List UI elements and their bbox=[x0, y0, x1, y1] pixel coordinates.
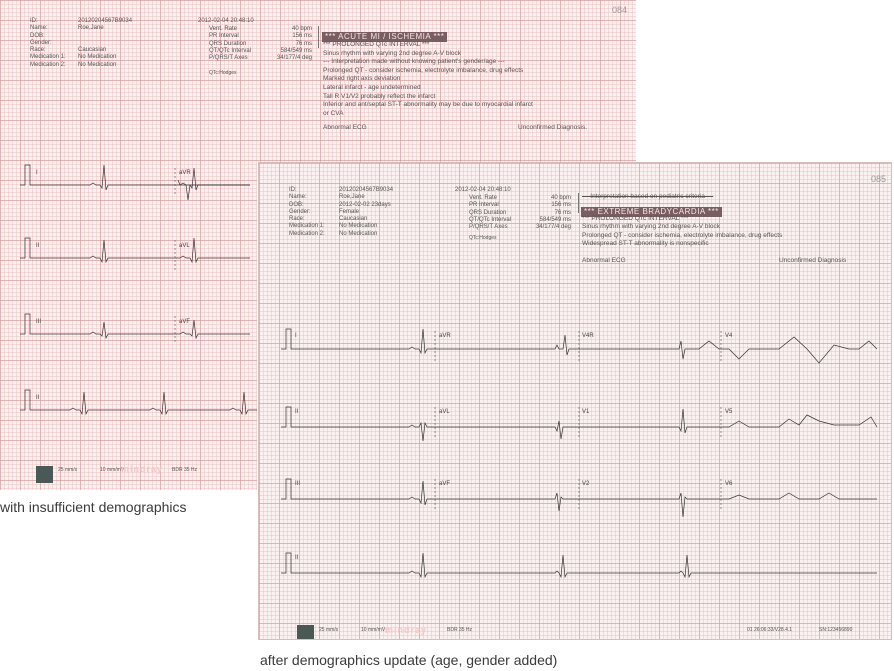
trace-lead-II bbox=[20, 238, 250, 262]
acquisition-datetime: 2012-02-04 20:48:10 bbox=[455, 187, 511, 193]
lead-label-aVR: aVR bbox=[439, 333, 451, 339]
lead-label-III: III bbox=[36, 319, 42, 325]
unconfirmed-label: Unconfirmed Diagnosis. bbox=[518, 124, 588, 131]
lead-label-aVR: aVR bbox=[179, 170, 191, 176]
brand-logo: mindray bbox=[385, 625, 428, 635]
lead-label-V4: V4 bbox=[725, 333, 733, 339]
qtc-formula: QTc:Hodges bbox=[469, 235, 497, 241]
measurement-values: 40 bpm 156 ms 76 ms 584/549 ms 34/177/4 deg bbox=[535, 195, 571, 231]
paper-speed: 25 mm/s bbox=[58, 467, 78, 473]
serial-number: SN:123456890 bbox=[819, 627, 853, 633]
lead-label-III: III bbox=[295, 481, 301, 487]
device-version: 01 26:06:33/V28.4.1 bbox=[747, 627, 793, 633]
patient-labels: ID: Name: DOB: Gender: Race: Medication 1: Medication 2: bbox=[30, 18, 66, 68]
ecg-waveform bbox=[259, 163, 892, 640]
qtc-formula: QTc:Hodges bbox=[209, 70, 237, 76]
gain: 10 mm/mV bbox=[100, 467, 125, 473]
lead-label-I: I bbox=[36, 170, 38, 176]
patient-labels: ID: Name: DOB: Gender: Race: Medication 1: Medication 2: bbox=[289, 187, 325, 237]
measurement-values: 40 bpm 156 ms 76 ms 584/549 ms 34/177/4 deg bbox=[276, 26, 312, 62]
trace-rhythm bbox=[281, 553, 877, 577]
patient-values: 20120204567B9034 Roe,Jane 2012-02-02 23days Female Caucasian No Medication No Medication bbox=[339, 187, 394, 237]
interpretation-headline: *** EXTREME BRADYCARDIA *** bbox=[581, 201, 722, 219]
corner-marker bbox=[36, 466, 53, 483]
lead-label-rhythm-II: II bbox=[36, 395, 40, 401]
brand-logo: mindray bbox=[121, 464, 164, 474]
patient-values: 20120204567B9034 Roe,Jane Caucasian No Medication No Medication bbox=[78, 18, 133, 68]
measurement-labels: Vent. Rate PR Interval QRS Duration QT/QTc Interval P/QRS/T Axes bbox=[209, 26, 252, 62]
pediatric-note: --- Interpretation based on pediatric criteria --- bbox=[582, 193, 714, 200]
lead-label-aVL: aVL bbox=[179, 243, 190, 249]
lead-label-II: II bbox=[295, 409, 299, 415]
lead-label-aVL: aVL bbox=[439, 409, 450, 415]
trace-lead-aVR bbox=[178, 180, 250, 200]
lead-label-aVF: aVF bbox=[179, 319, 191, 325]
unconfirmed-label: Unconfirmed Diagnosis bbox=[779, 257, 847, 264]
corner-marker bbox=[297, 625, 314, 640]
lead-label-rhythm-II: II bbox=[295, 555, 299, 561]
lead-label-I: I bbox=[295, 333, 297, 339]
gain: 10 mm/mV bbox=[361, 627, 386, 633]
acquisition-datetime: 2012-02-04 20:48:10 bbox=[198, 18, 254, 24]
interpretation-text: *** PROLONGED QTc INTERVAL *** Sinus rhythm with varying 2nd degree A-V block Prolonged QT - consider ischemia, electrolyte imbalance, drug effects Widespread ST-T abnormality is nonspecific bbox=[582, 215, 783, 248]
interpretation-text: *** PROLONGED QTc INTERVAL *** Sinus rhythm with varying 2nd degree A-V block --- Interpretation made without knowing patient's gender/age --- Prolonged QT - consider ischemia, electrolyte imbalance, drug effects Marked right axis deviation Lateral infarct - age undetermined Tall R V1/V2 probably reflect the infarct Inferior and ant/septal ST-T abnormality may be due to myocardial infarct or CVA bbox=[323, 41, 533, 117]
page-number: 085 bbox=[871, 174, 887, 184]
caption-before: with insufficient demographics bbox=[0, 499, 187, 515]
page-number: 084 bbox=[612, 5, 628, 15]
lead-label-II: II bbox=[36, 243, 40, 249]
trace-lead-I bbox=[20, 165, 250, 190]
trace-row-1 bbox=[281, 329, 877, 363]
interpretation-headline: *** ACUTE MI / ISCHEMIA *** bbox=[322, 26, 447, 44]
lead-label-V2: V2 bbox=[582, 481, 590, 487]
ecg-report-after bbox=[258, 162, 892, 640]
abnormal-ecg-label: Abnormal ECG bbox=[323, 124, 367, 131]
lead-label-V5: V5 bbox=[725, 409, 733, 415]
filter: BDR 35 Hz bbox=[447, 627, 473, 633]
paper-speed: 25 mm/s bbox=[319, 627, 339, 633]
trace-lead-III bbox=[20, 314, 250, 338]
filter: BDR 35 Hz bbox=[172, 467, 198, 473]
measurement-labels: Vent. Rate PR Interval QRS Duration QT/QTc Interval P/QRS/T Axes bbox=[469, 195, 512, 231]
lead-label-V6: V6 bbox=[725, 481, 733, 487]
lead-label-V1: V1 bbox=[582, 409, 590, 415]
abnormal-ecg-label: Abnormal ECG bbox=[582, 257, 626, 264]
caption-after: after demographics update (age, gender added) bbox=[260, 652, 558, 668]
lead-label-aVF: aVF bbox=[439, 481, 451, 487]
trace-rhythm-II bbox=[20, 390, 258, 414]
lead-label-V4R: V4R bbox=[582, 333, 594, 339]
